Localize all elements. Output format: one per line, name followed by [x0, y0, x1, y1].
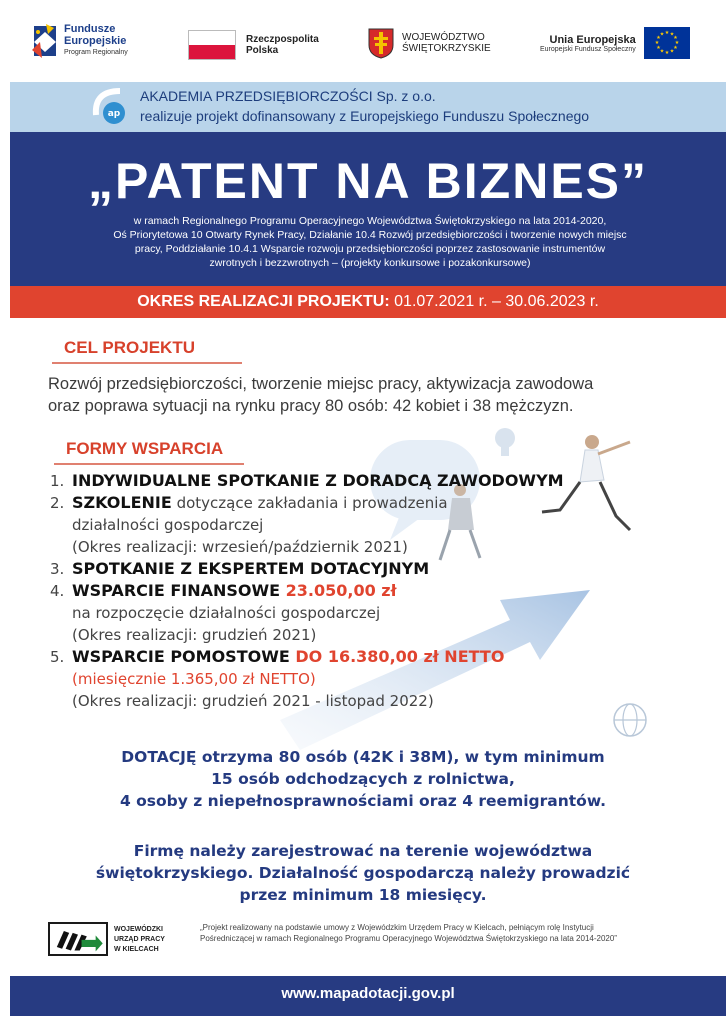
svg-text:★: ★ [664, 30, 669, 36]
support-forms-list [50, 470, 710, 712]
wup-line-1: WOJEWÓDZKI [114, 926, 163, 933]
desc-line-3: pracy, Poddziałanie 10.4.1 Wsparcie rozwoju przedsiębiorczości poprzez zastosowanie instrumentów [134, 243, 606, 255]
ws-line1: WOJEWÓDZTWO [402, 32, 485, 43]
item-amount: DO 16.380,00 zł NETTO [289, 647, 505, 666]
grant-line-1: DOTACJĘ otrzyma 80 osób (42K i 38M), w tym minimum [121, 748, 605, 766]
fe-line2: Europejskie [64, 35, 127, 47]
list-item [50, 558, 710, 580]
rzeczpospolita-logo [188, 30, 319, 60]
item-period: (Okres realizacji: wrzesień/październik 2021) [72, 538, 408, 556]
grant-line-3: 4 osoby z niepełnosprawnościami oraz 4 reemigrantów. [119, 792, 607, 810]
item-number: 5. [50, 648, 65, 666]
item-number: 2. [50, 494, 65, 512]
period-label: OKRES REALIZACJI PROJEKTU: [137, 293, 390, 310]
project-period-band [10, 286, 726, 318]
website-url-band [10, 976, 726, 1016]
ap-mark-text: ap [107, 109, 121, 119]
svg-text:★: ★ [672, 35, 678, 41]
svg-text:★: ★ [659, 31, 664, 38]
fundusze-europejskie-logo [30, 22, 128, 60]
svg-text:★: ★ [654, 40, 659, 46]
list-item [50, 646, 710, 668]
desc-line-1: w ramach Regionalnego Programu Operacyjnego Województwa Świętokrzyskiego na lata 2014-2020, [133, 215, 607, 227]
website-url[interactable]: www.mapadotacji.gov.pl [281, 985, 455, 1002]
ws-line2: ŚWIĘTOKRZYSKIE [402, 43, 491, 54]
svg-text:★: ★ [659, 48, 664, 55]
wup-line-2: URZĄD PRACY [114, 936, 165, 943]
cel-line-2: oraz poprawa sytuacji na rynku pracy 80 osób: 42 kobiet i 38 mężczyzn. [48, 397, 574, 415]
cel-projektu-heading [64, 338, 195, 358]
pl-line2: Polska [246, 45, 279, 56]
item-heading: SPOTKANIE Z EKSPERTEM DOTACYJNYM [72, 559, 430, 578]
item-number: 4. [50, 582, 65, 600]
svg-text:★: ★ [674, 40, 679, 46]
svg-text:★: ★ [655, 35, 661, 41]
item-period: (Okres realizacji: grudzień 2021 - listopad 2022) [72, 692, 434, 710]
item-line: działalności gospodarczej [72, 516, 264, 534]
title-band [10, 132, 726, 286]
svg-text:★: ★ [655, 45, 661, 51]
grant-info [40, 746, 686, 812]
item-number: 1. [50, 472, 65, 490]
item-number: 3. [50, 560, 65, 578]
formy-heading-text: FORMY WSPARCIA [66, 439, 224, 458]
coat-of-arms-icon [368, 27, 394, 59]
swietokrzyskie-logo [368, 27, 491, 59]
footer-note-line-1: „Projekt realizowany na podstawie umowy z Wojewódzkim Urzędem Pracy w Kielcach, pełniącym rolę Instytucji [200, 923, 594, 932]
grant-line-2: 15 osób odchodzących z rolnictwa, [211, 770, 515, 788]
item-amount: 23.050,00 zł [280, 581, 397, 600]
footer-note-line-2: Pośredniczącej w ramach Regionalnego Programu Operacyjnego Województwa Świętokrzyskiego na lata 2014-2020” [200, 934, 617, 943]
project-description [100, 214, 640, 270]
list-item [50, 470, 710, 492]
registration-line-1: Firmę należy zarejestrować na terenie województwa [133, 842, 593, 860]
registration-line-2: świętokrzyskiego. Działalność gospodarczą należy prowadzić [95, 864, 631, 882]
period-value: 01.07.2021 r. – 30.06.2023 r. [394, 293, 599, 310]
svg-text:★: ★ [669, 48, 674, 55]
registration-info [40, 840, 686, 906]
cel-projektu-text [48, 373, 698, 417]
fe-line3: Program Regionalny [64, 49, 128, 56]
formy-heading-underline [54, 463, 244, 465]
item-heading: WSPARCIE POMOSTOWE [72, 647, 290, 666]
trophy-icon [495, 428, 515, 448]
list-item [50, 492, 710, 514]
desc-line-2: Oś Priorytetowa 10 Otwarty Rynek Pracy, Działanie 10.4 Rozwój przedsiębiorczości i tworzenie nowych miejsc [113, 229, 627, 241]
item-text: dotyczące zakładania i prowadzenia [171, 494, 448, 512]
fundusze-europejskie-icon [30, 22, 60, 60]
formy-wsparcia-heading [66, 439, 223, 459]
svg-text:★: ★ [672, 45, 678, 51]
item-line: na rozpoczęcie działalności gospodarczej [72, 604, 381, 622]
wup-line-3: W KIELCACH [114, 946, 159, 953]
fe-line1: Fundusze [64, 23, 116, 35]
organizer-name: AKADEMIA PRZEDSIĘBIORCZOŚCI Sp. z o.o. [140, 88, 436, 104]
desc-line-4: zwrotnych i bezzwrotnych – (projekty konkursowe i pozakonkursowe) [209, 257, 531, 269]
svg-text:★: ★ [664, 50, 669, 56]
item-period: (Okres realizacji: grudzień 2021) [72, 626, 317, 644]
list-item [50, 580, 710, 602]
ue-line2: Europejski Fundusz Społeczny [540, 45, 636, 53]
organizer-band [10, 82, 726, 132]
project-title: „PATENT NA BIZNES” [87, 153, 649, 209]
polish-flag-icon [188, 30, 236, 60]
item-heading: WSPARCIE FINANSOWE [72, 581, 281, 600]
item-heading: INDYWIDUALNE SPOTKANIE Z DORADCĄ ZAWODOWYM [72, 471, 564, 490]
cel-heading-text: CEL PROJEKTU [64, 338, 195, 357]
registration-line-3: przez minimum 18 miesięcy. [239, 886, 487, 904]
wup-name [114, 925, 165, 955]
item-heading: SZKOLENIE [72, 493, 172, 512]
footer-note [200, 922, 700, 944]
organizer-subtitle: realizuje projekt dofinansowany z Europejskiego Funduszu Społecznego [140, 108, 590, 124]
unia-europejska-logo [540, 27, 690, 59]
pl-line1: Rzeczpospolita [246, 34, 319, 45]
logos-bar [0, 0, 726, 82]
akademia-logo-icon [90, 85, 130, 127]
wup-kielce-logo-icon [48, 922, 108, 956]
cel-heading-underline [52, 362, 242, 364]
eu-flag-icon [644, 27, 690, 59]
cel-line-1: Rozwój przedsiębiorczości, tworzenie miejsc pracy, aktywizacja zawodowa [48, 375, 594, 393]
svg-text:★: ★ [669, 31, 674, 38]
item-monthly-amount: (miesięcznie 1.365,00 zł NETTO) [72, 670, 316, 688]
ue-line1: Unia Europejska [549, 33, 636, 46]
